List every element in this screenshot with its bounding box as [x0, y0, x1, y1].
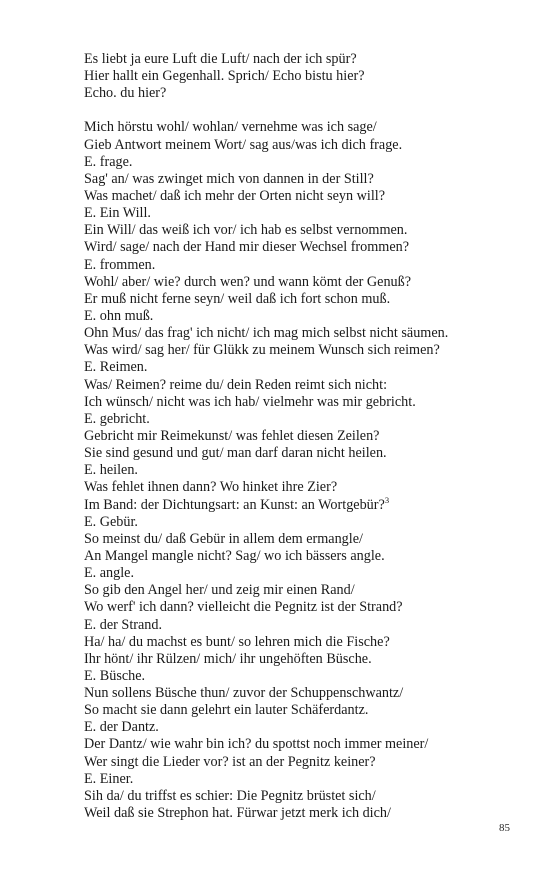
- poem-line-text: E. der Strand.: [84, 616, 163, 633]
- poem-text: [84, 51, 524, 822]
- poem-line: [84, 119, 524, 136]
- poem-line-text: Was wird/ sag her/ für Glükk zu meinem Wunsch sich reimen?: [84, 342, 440, 359]
- poem-line-text: E. Gebür.: [84, 513, 138, 530]
- poem-line-text: E. ohn muß.: [84, 307, 154, 324]
- poem-line-text: Im Band: der Dichtungsart: an Kunst: an Wortgebür?: [84, 496, 385, 513]
- poem-line: [84, 479, 524, 496]
- poem-line: [84, 274, 524, 291]
- poem-line: [84, 394, 524, 411]
- poem-line-text: Gieb Antwort meinem Wort/ sag aus/was ich dich frage.: [84, 136, 403, 153]
- poem-line: [84, 736, 524, 753]
- poem-line: [84, 634, 524, 651]
- poem-line-text: E. frommen.: [84, 256, 156, 273]
- poem-line-text: Nun sollens Büsche thun/ zuvor der Schuppenschwantz/: [84, 685, 404, 702]
- poem-line-text: Er muß nicht ferne seyn/ weil daß ich fort schon muß.: [84, 290, 391, 307]
- poem-line: [84, 685, 524, 702]
- poem-line-text: An Mangel mangle nicht? Sag/ wo ich bässers angle.: [84, 547, 385, 564]
- poem-line: [84, 805, 524, 822]
- poem-line-text: Sie sind gesund und gut/ man darf daran nicht heilen.: [84, 445, 387, 462]
- poem-line-text: E. Ein Will.: [84, 205, 151, 222]
- poem-line: [84, 531, 524, 548]
- page-number: 85: [499, 822, 510, 834]
- poem-line: [84, 85, 524, 102]
- poem-line: [84, 719, 524, 736]
- poem-line: [84, 359, 524, 376]
- poem-line: [84, 771, 524, 788]
- poem-line: [84, 257, 524, 274]
- poem-line: [84, 494, 524, 514]
- poem-line-text: E. frage.: [84, 153, 133, 170]
- poem-line: [84, 377, 524, 394]
- poem-line-text: So gib den Angel her/ und zeig mir einen Rand/: [84, 582, 355, 599]
- poem-line: [84, 222, 524, 239]
- poem-line: [84, 514, 524, 531]
- footnote-marker: 3: [384, 494, 390, 505]
- poem-line-text: So meinst du/ daß Gebür in allem dem ermangle/: [84, 530, 363, 547]
- poem-line: [84, 68, 524, 85]
- poem-line: [84, 51, 524, 68]
- poem-line: [84, 411, 524, 428]
- poem-line-text: Ich wünsch/ nicht was ich hab/ vielmehr was mir gebricht.: [84, 393, 416, 410]
- poem-line-text: Ohn Mus/ das frag' ich nicht/ ich mag mich selbst nicht säumen.: [84, 325, 449, 342]
- poem-line-text: E. der Dantz.: [84, 719, 159, 736]
- poem-line-text: E. Reimen.: [84, 359, 148, 376]
- poem-line: [84, 188, 524, 205]
- poem-line: [84, 668, 524, 685]
- poem-line-text: Sag' an/ was zwinget mich von dannen in der Still?: [84, 170, 374, 187]
- poem-line: [84, 788, 524, 805]
- poem-line-text: E. heilen.: [84, 462, 138, 479]
- poem-line-text: Hier hallt ein Gegenhall. Sprich/ Echo bistu hier?: [84, 68, 365, 85]
- poem-line: [84, 651, 524, 668]
- poem-line-text: Es liebt ja eure Luft die Luft/ nach der ich spür?: [84, 51, 357, 67]
- poem-line-text: Weil daß sie Strephon hat. Fürwar jetzt merk ich dich/: [84, 805, 391, 822]
- poem-line-text: Ein Will/ das weiß ich vor/ ich hab es selbst vernommen.: [84, 222, 408, 239]
- poem-line-text: Echo. du hier?: [84, 85, 167, 102]
- poem-line-text: Gebricht mir Reimekunst/ was fehlet diesen Zeilen?: [84, 427, 380, 444]
- poem-line: [84, 325, 524, 342]
- poem-line: [84, 617, 524, 634]
- poem-line-text: E. Büsche.: [84, 667, 146, 684]
- poem-line-text: Sih da/ du triffst es schier: Die Pegnitz brüstet sich/: [84, 787, 376, 804]
- poem-line: [84, 154, 524, 171]
- poem-line: [84, 308, 524, 325]
- poem-line-text: So macht sie dann gelehrt ein lauter Schäferdantz.: [84, 702, 369, 719]
- poem-line: [84, 291, 524, 308]
- poem-line: [84, 462, 524, 479]
- poem-line-text: E. gebricht.: [84, 410, 150, 427]
- poem-line: [84, 137, 524, 154]
- poem-line: [84, 239, 524, 256]
- poem-line: [84, 445, 524, 462]
- poem-line: [84, 171, 524, 188]
- poem-line: [84, 342, 524, 359]
- poem-line: [84, 599, 524, 616]
- poem-line-text: Wo werf' ich dann? vielleicht die Pegnitz ist der Strand?: [84, 599, 403, 616]
- poem-line: [84, 754, 524, 771]
- poem-line: [84, 205, 524, 222]
- poem-line-text: E. angle.: [84, 565, 135, 582]
- poem-line-text: Wird/ sage/ nach der Hand mir dieser Wechsel frommen?: [84, 239, 410, 256]
- poem-line-text: Ha/ ha/ du machst es bunt/ so lehren mich die Fische?: [84, 633, 390, 650]
- poem-line-text: Was machet/ daß ich mehr der Orten nicht seyn will?: [84, 187, 386, 204]
- stanza: [84, 119, 524, 822]
- poem-line-text: Ihr hönt/ ihr Rülzen/ mich/ ihr ungehöften Büsche.: [84, 650, 372, 667]
- poem-line-text: Der Dantz/ wie wahr bin ich? du spottst noch immer meiner/: [84, 736, 429, 753]
- poem-line: [84, 548, 524, 565]
- poem-line-text: Was fehlet ihnen dann? Wo hinket ihre Zier?: [84, 479, 338, 496]
- poem-line: [84, 565, 524, 582]
- poem-line-text: E. Einer.: [84, 770, 134, 787]
- poem-line-text: Mich hörstu wohl/ wohlan/ vernehme was ich sage/: [84, 119, 377, 136]
- poem-line-text: Was/ Reimen? reime du/ dein Reden reimt sich nicht:: [84, 376, 388, 393]
- poem-line: [84, 428, 524, 445]
- poem-line: [84, 702, 524, 719]
- poem-line: [84, 582, 524, 599]
- stanza: [84, 51, 524, 102]
- poem-line-text: Wer singt die Lieder vor? ist an der Pegnitz keiner?: [84, 753, 376, 770]
- poem-line-text: Wohl/ aber/ wie? durch wen? und wann kömt der Genuß?: [84, 273, 412, 290]
